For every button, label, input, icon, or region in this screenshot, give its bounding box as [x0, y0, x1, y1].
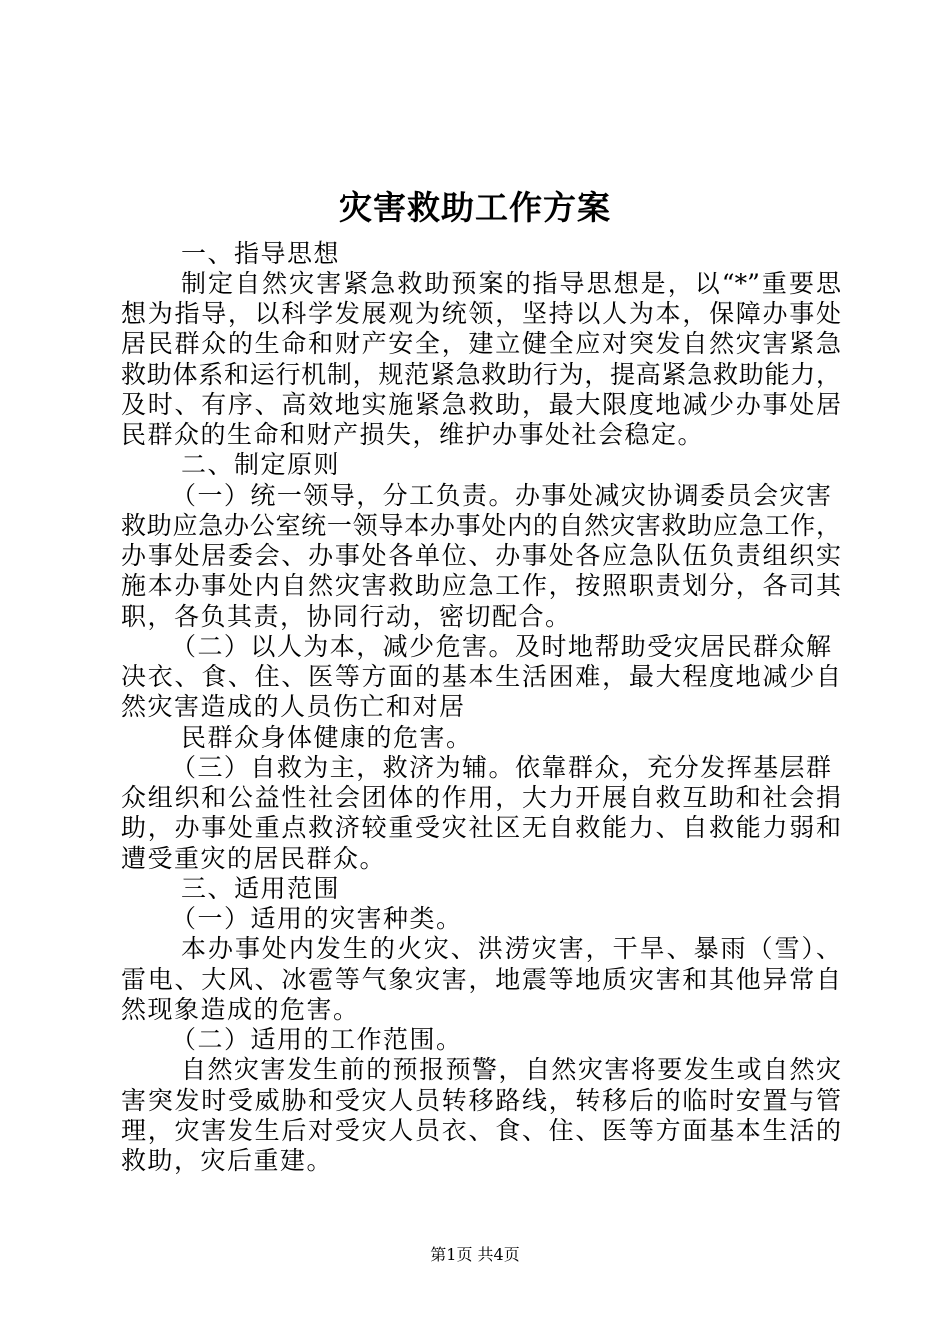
paragraph-line: 害突发时受威胁和受灾人员转移路线，转移后的临时安置与管: [121, 1086, 841, 1115]
paragraph-line: 助，办事处重点救济较重受灾社区无自救能力、自救能力弱和: [121, 813, 841, 842]
paragraph-line: 及时、有序、高效地实施紧急救助，最大限度地减少办事处居: [121, 390, 841, 419]
section-heading-3: 三、适用范围: [181, 874, 341, 903]
paragraph-line: 雷电、大风、冰雹等气象灾害，地震等地质灾害和其他异常自: [121, 965, 841, 994]
paragraph-line: 救助，灾后重建。: [121, 1146, 334, 1175]
subsection-heading: （一）适用的灾害种类。: [171, 904, 463, 933]
paragraph-line: 遭受重灾的居民群众。: [121, 844, 387, 873]
paragraph-line: 想为指导，以科学发展观为统领，坚持以人为本，保障办事处: [121, 299, 841, 328]
paragraph-line: 职，各负其责，协同行动，密切配合。: [121, 602, 572, 631]
paragraph-line: 然灾害造成的人员伤亡和对居: [121, 692, 466, 721]
paragraph-line: 决衣、食、住、医等方面的基本生活困难，最大程度地减少自: [121, 662, 841, 691]
paragraph-line: （一）统一领导，分工负责。办事处减灾协调委员会灾害: [171, 481, 831, 510]
document-title: 灾害救助工作方案: [339, 188, 611, 227]
paragraph-line: 办事处居委会、办事处各单位、办事处各应急队伍负责组织实: [121, 541, 841, 570]
paragraph-line: 制定自然灾害紧急救助预案的指导思想是，以“*”重要思: [181, 269, 841, 298]
section-heading-1: 一、指导思想: [181, 239, 341, 268]
paragraph-line: 本办事处内发生的火灾、洪涝灾害，干旱、暴雨（雪）、: [181, 934, 841, 963]
paragraph-line: （二）以人为本，减少危害。及时地帮助受灾居民群众解: [171, 632, 831, 661]
paragraph-line: 居民群众的生命和财产安全，建立健全应对突发自然灾害紧急: [121, 329, 841, 358]
paragraph-line: 众组织和公益性社会团体的作用，大力开展自救互助和社会捐: [121, 783, 841, 812]
paragraph-line: 施本办事处内自然灾害救助应急工作，按照职责划分，各司其: [121, 571, 841, 600]
paragraph-line: 自然灾害发生前的预报预警，自然灾害将要发生或自然灾: [181, 1055, 841, 1084]
paragraph-line: 民群众身体健康的危害。: [181, 723, 473, 752]
section-heading-2: 二、制定原则: [181, 450, 341, 479]
paragraph-line: 然现象造成的危害。: [121, 995, 360, 1024]
paragraph-line: 救助应急办公室统一领导本办事处内的自然灾害救助应急工作，: [121, 511, 841, 540]
paragraph-line: 民群众的生命和财产损失，维护办事处社会稳定。: [121, 420, 705, 449]
paragraph-line: 救助体系和运行机制，规范紧急救助行为，提高紧急救助能力，: [121, 360, 841, 389]
paragraph-line: （三）自救为主，救济为辅。依靠群众，充分发挥基层群: [171, 753, 831, 782]
subsection-heading: （二）适用的工作范围。: [171, 1025, 463, 1054]
page-footer: 第1页 共4页: [430, 1245, 520, 1264]
paragraph-line: 理，灾害发生后对受灾人员衣、食、住、医等方面基本生活的: [121, 1116, 841, 1145]
